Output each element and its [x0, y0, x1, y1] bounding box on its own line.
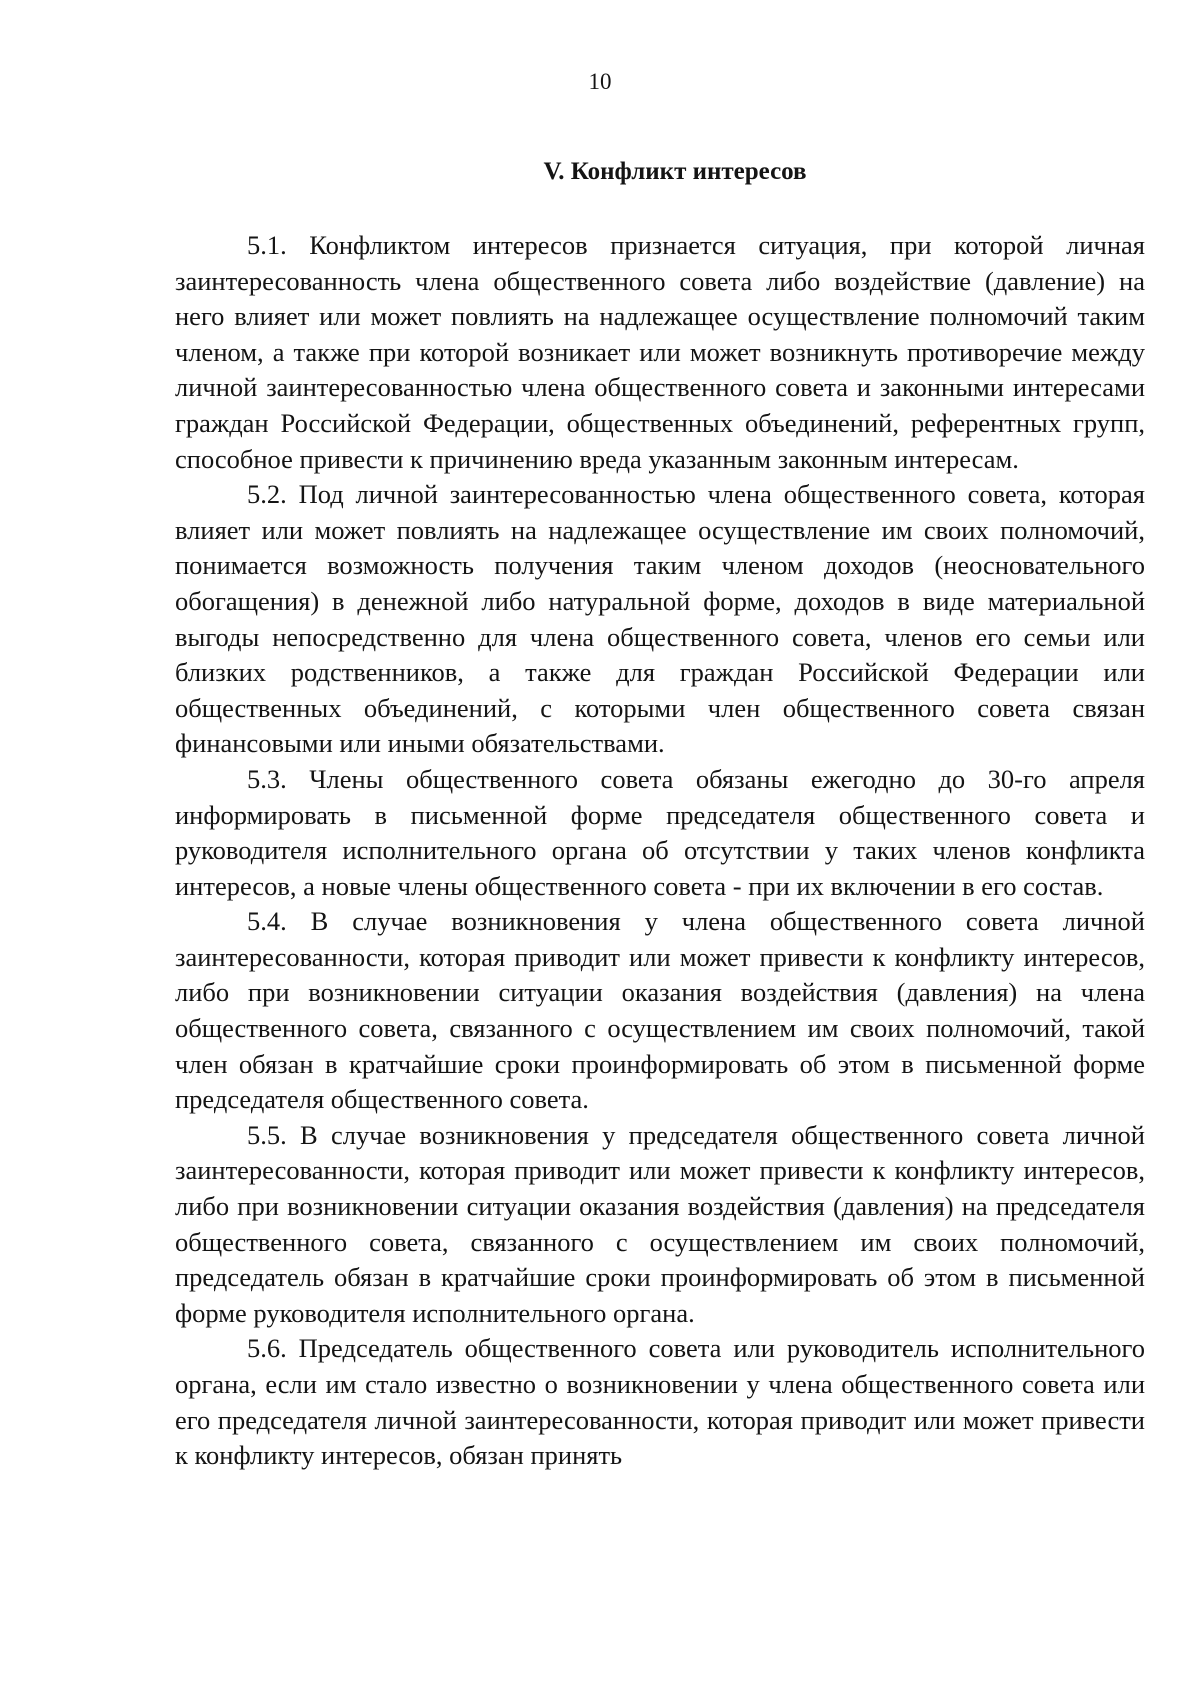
paragraph-5-6: 5.6. Председатель общественного совета или руководитель исполнительного органа, если им стало известно о возникновении у члена общественного совета или его председателя личной заинтересованности, которая приводит или может привести к конфликту интересов, обязан принять: [175, 1333, 1145, 1471]
paragraph-5-5: 5.5. В случае возникновения у председателя общественного совета личной заинтересованности, которая приводит или может привести к конфликту интересов, либо при возникновении ситуации оказания воздействия (давления) на председателя общественного совета, связанного с осуществлением им своих полномочий, председатель обязан в кратчайшие сроки проинформировать об этом в письменной форме руководителя исполнительного органа.: [175, 1119, 1145, 1328]
paragraph-5-3: 5.3. Члены общественного совета обязаны ежегодно до 30-го апреля информировать в письменной форме председателя общественного совета и руководителя исполнительного органа об отсутствии у таких членов конфликта интересов, а новые члены общественного совета - при их включении в его состав.: [175, 763, 1145, 901]
paragraph-5-2: 5.2. Под личной заинтересованностью члена общественного совета, которая влияет или может повлиять на надлежащее осуществление им своих полномочий, понимается возможность получения таким членом доходов (неосновательного обогащения) в денежной либо натуральной форме, доходов в виде материальной выгоды непосредственно для члена общественного совета, членов его семьи или близких родственников, а также для граждан Российской Федерации или общественных объединений, с которыми член общественного совета связан финансовыми или иными обязательствами.: [175, 479, 1145, 759]
paragraph-5-4: 5.4. В случае возникновения у члена общественного совета личной заинтересованности, которая приводит или может привести к конфликту интересов, либо при возникновении ситуации оказания воздействия (давления) на члена общественного совета, связанного с осуществлением им своих полномочий, такой член обязан в кратчайшие сроки проинформировать об этом в письменной форме председателя общественного совета.: [175, 906, 1145, 1115]
paragraph-5-1: 5.1. Конфликтом интересов признается ситуация, при которой личная заинтересованность члена общественного совета либо воздействие (давление) на него влияет или может повлиять на надлежащее осуществление полномочий таким членом, а также при которой возникает или может возникнуть противоречие между личной заинтересованностью члена общественного совета и законными интересами граждан Российской Федерации, общественных объединений, референтных групп, способное привести к причинению вреда указанным законным интересам.: [175, 230, 1145, 474]
section-heading: V. Конфликт интересов: [543, 158, 807, 185]
page-number: 10: [588, 69, 612, 94]
document-body: [175, 228, 1145, 1474]
